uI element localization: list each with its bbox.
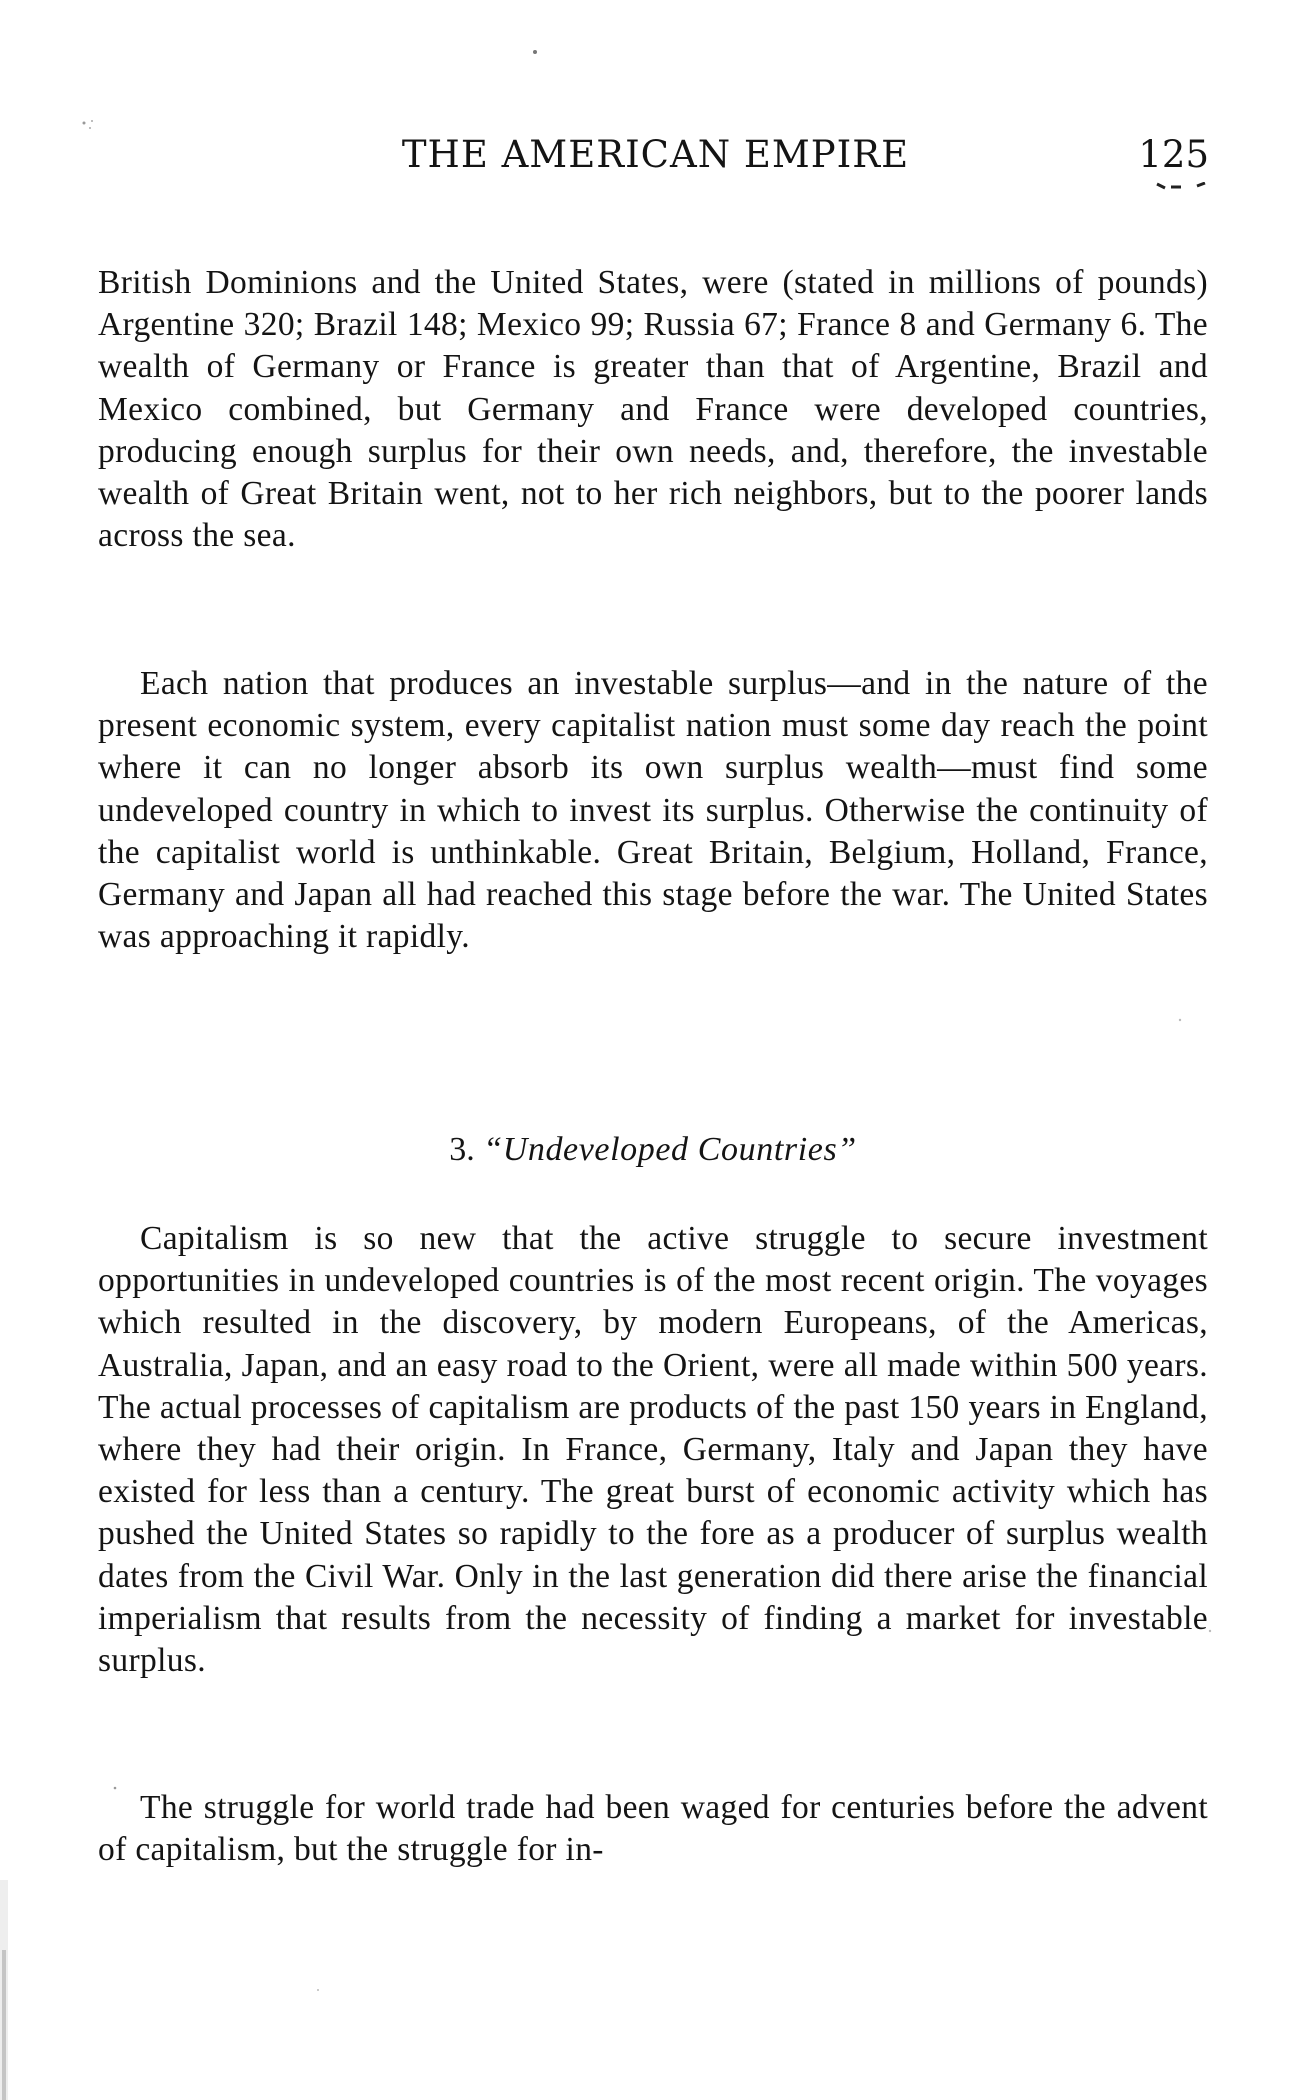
running-header: [98, 132, 1213, 178]
paragraph-1: British Dominions and the United States, were (stated in millions of pounds) Argentine 320; Brazil 148; Mexico 99; Russia 67; France 8 and Germany 6. The wealth of Germany or France is greater than that of Argentine, Brazil and Mexico combined, but Germany and France were developed countries, producing enough surplus for their own needs, and, therefore, the investable wealth of Great Britain went, not to her rich neighbors, but to the poorer lands across the sea.: [98, 264, 1208, 555]
paragraph-3: Capitalism is so new that the active struggle to secure investment opportunities in undeveloped countries is of the most recent origin. The voyages which resulted in the discovery, by modern Europeans, of the Americas, Australia, Japan, and an easy road to the Orient, were all made within 500 years. The actual processes of capitalism are products of the past 150 years in England, where they had their origin. In France, Germany, Italy and Japan they have existed for less than a century. The great burst of economic activity which has pushed the United States so rapidly to the fore as a producer of surplus wealth dates from the Civil War. Only in the last generation did there arise the financial imperialism that results from the necessity of finding a market for investable surplus.: [98, 1220, 1208, 1680]
running-title: THE AMERICAN EMPIRE: [401, 133, 910, 176]
paragraph-2: Each nation that produces an investable surplus—and in the nature of the present economic system, every capitalist nation must some day reach the point where it can no longer absorb its own surplus wealth—must find some undeveloped country in which to invest its surplus. Otherwise the continuity of the capitalist world is unthinkable. Great Britain, Belgium, Holland, France, Germany and Japan all had reached this stage before the war. The United States was approaching it rapidly.: [98, 665, 1208, 956]
section-heading: [98, 1128, 1208, 1172]
page-number-underline-mark: [1151, 182, 1213, 190]
page-number: 125: [1138, 133, 1209, 176]
section-number: 3.: [449, 1131, 475, 1168]
section-title: “Undeveloped Countries”: [483, 1131, 857, 1168]
paragraph-4: The struggle for world trade had been waged for centuries before the advent of capitalism, but the struggle for in-: [98, 1789, 1208, 1869]
